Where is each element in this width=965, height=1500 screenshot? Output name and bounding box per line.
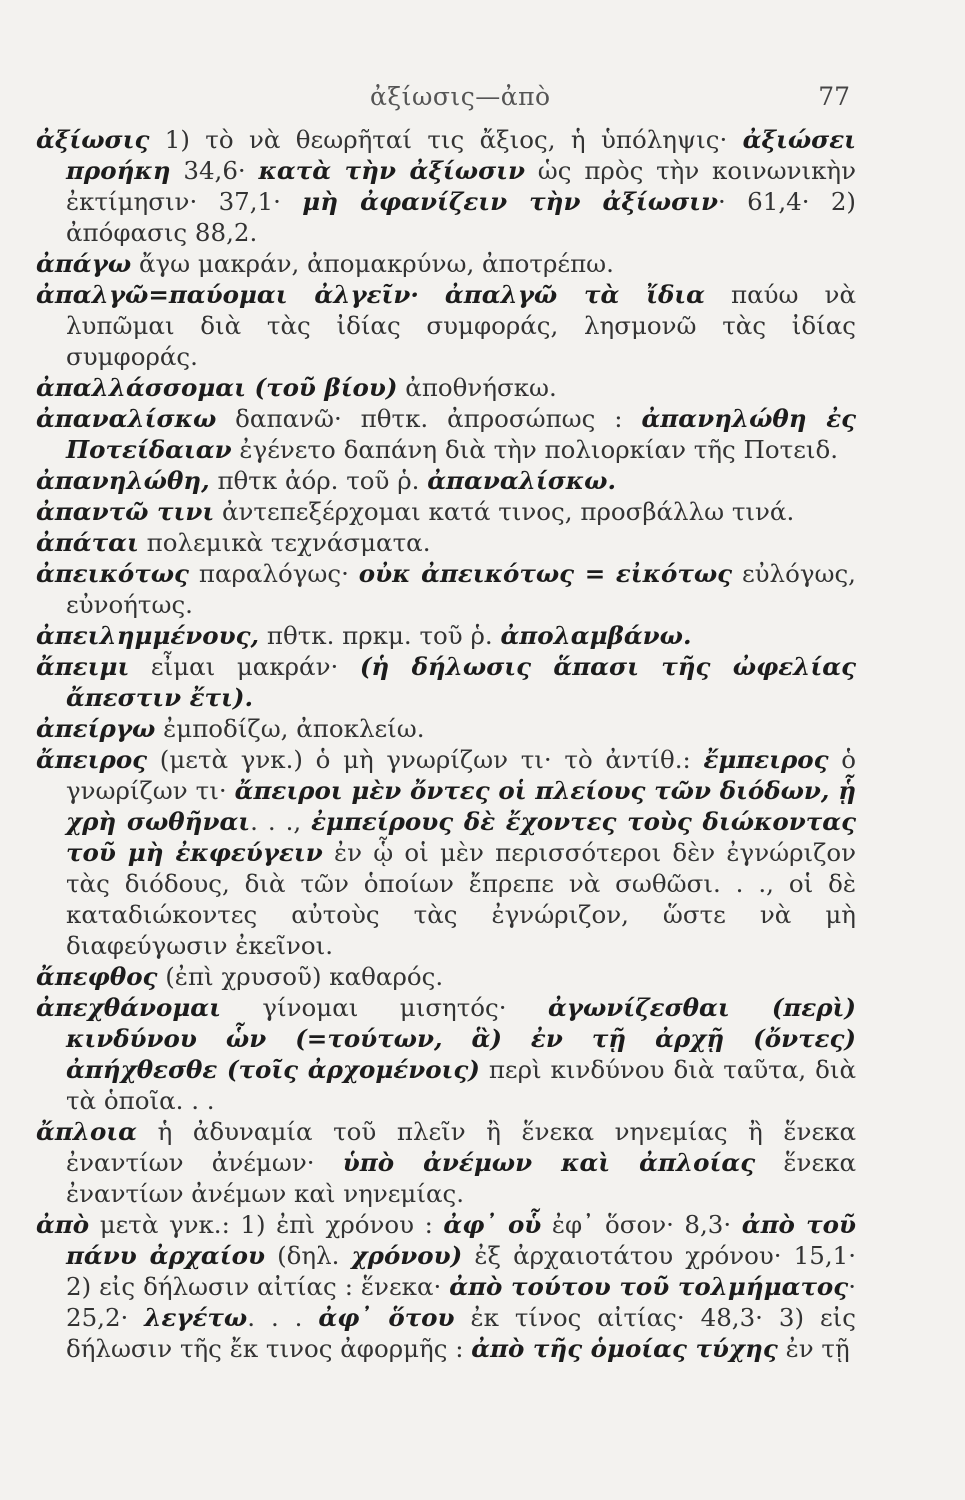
quoted-phrase: ἐμπείρους δὲ ἔχοντες τοὺς διώκοντας τοῦ μὴ ἐκφεύγειν	[66, 807, 856, 867]
definition-text: δαπανῶ· πθτκ. ἀπροσώπως :	[216, 404, 642, 433]
entry-headword: ἀπειλημμένους,	[36, 621, 260, 650]
dictionary-entry	[36, 558, 856, 620]
definition-text: ἄγω μακράν, ἀπομακρύνω, ἀποτρέπω.	[131, 249, 614, 278]
definition-text: παραλόγως·	[188, 559, 359, 588]
definition-text: γίνομαι μισητός·	[220, 993, 548, 1022]
entry-headword: ἀπάται	[36, 528, 139, 557]
definition-text: ἐν ᾧ οἱ μὲν περισσότεροι δὲν ἐγνώριζον τὰς διόδους, διὰ τῶν ὁποίων ἔπρεπε νὰ σωθῶσι. . ., οἱ δὲ καταδιώκοντες αὐτοὺς τὰς ἐγνώριζον, ὥστε νὰ μὴ διαφεύγωσιν ἐκεῖνοι.	[66, 838, 856, 960]
entry-headword: ἀπὸ	[36, 1210, 90, 1239]
quoted-phrase: ἀπὸ τῆς ὁμοίας τύχης	[471, 1334, 778, 1363]
entry-headword: ἄπλοια	[36, 1117, 138, 1146]
quoted-phrase: ἀπαλγῶ τὰ ἴδια	[444, 280, 705, 309]
definition-text: εἶμαι μακράν·	[129, 652, 360, 681]
entry-headword: ἀπαλλάσσομαι (τοῦ βίου)	[36, 373, 398, 402]
definition-text: ὁ γνωρίζων τι·	[66, 745, 856, 805]
definition-text: ἡ ἀδυναμία τοῦ πλεῖν ἢ ἕνεκα νηνεμίας ἢ ἕνεκα ἐναντίων ἀνέμων·	[66, 1117, 856, 1177]
quoted-phrase: ἄπειροι μὲν ὄντες οἱ πλείους τῶν διόδων, ᾗ χρὴ σωθῆναι	[66, 776, 857, 836]
dictionary-entry	[36, 124, 856, 248]
quoted-phrase: ἀξιώσει προήκη	[66, 125, 856, 185]
dictionary-entry	[36, 713, 856, 744]
definition-text: ἐμποδίζω, ἀποκλείω.	[155, 714, 425, 743]
definition-text: ἐκ τίνος αἰτίας· 48,3· 3) εἰς δήλωσιν τῆς ἔκ τινος ἀφορμῆς :	[66, 1303, 856, 1363]
definition-text: · 25,2·	[66, 1272, 856, 1332]
entry-headword: ἀξίωσις	[36, 125, 150, 154]
definition-text: εὐλόγως, εὐνοήτως.	[66, 559, 856, 619]
dictionary-entry	[36, 527, 856, 558]
quoted-phrase: ἀγωνίζεσθαι (περὶ) κινδύνου ὧν (=τούτων, ἃ) ἐν τῇ ἀρχῇ (ὄντες) ἀπήχθεσθε (τοῖς ἀρχομένοις)	[66, 993, 856, 1084]
dictionary-entry	[36, 1116, 856, 1209]
quoted-phrase: οὐκ ἀπεικότως = εἰκότως	[358, 559, 733, 588]
definition-text: πθτκ ἀόρ. τοῦ ῥ.	[209, 466, 428, 495]
dictionary-entry	[36, 465, 856, 496]
quoted-phrase: ἀπὸ τούτου τοῦ τολμήματος	[449, 1272, 849, 1301]
quoted-phrase: (ἡ δήλωσις ἅπασι τῆς ὠφελίας ἄπεστιν ἔτι).	[66, 652, 856, 712]
dictionary-entry	[36, 992, 856, 1116]
entry-headword: ἀπαλγῶ=παύομαι ἀλγεῖν·	[36, 280, 419, 309]
quoted-phrase: ἀπολαμβάνω.	[500, 621, 692, 650]
dictionary-entry	[36, 248, 856, 279]
entry-headword: ἀπεικότως	[36, 559, 189, 588]
quoted-phrase: ἀπαναλίσκω.	[427, 466, 617, 495]
quoted-phrase: μὴ ἀφανίζειν τὴν ἀξίωσιν	[302, 187, 719, 216]
entry-headword: ἀπείργω	[36, 714, 156, 743]
entry-headword: ἄπεφθος	[36, 962, 158, 991]
dictionary-entry	[36, 961, 856, 992]
definition-text: ἀντεπεξέρχομαι κατά τινος, προσβάλλω τινά.	[214, 497, 795, 526]
entry-headword: ἀπαντῶ τινι	[36, 497, 215, 526]
definition-text: μετὰ γνκ.: 1) ἐπὶ χρόνου :	[89, 1210, 444, 1239]
definition-text: (μετὰ γνκ.) ὁ μὴ γνωρίζων τι· τὸ ἀντίθ.:	[147, 745, 704, 774]
definition-text: 1) τὸ νὰ θεωρῆταί τις ἄξιος, ἡ ὑπόληψις·	[149, 125, 743, 154]
quoted-phrase: ὑπὸ ἀνέμων καὶ ἀπλοίας	[342, 1148, 756, 1177]
definition-text: πολεμικὰ τεχνάσματα.	[138, 528, 431, 557]
quoted-phrase: ἔμπειρος	[703, 745, 829, 774]
dictionary-entry	[36, 496, 856, 527]
quoted-phrase: ἀφ᾽ οὗ	[443, 1210, 542, 1239]
quoted-phrase: λεγέτω	[144, 1303, 248, 1332]
quoted-phrase: κατὰ τὴν ἀξίωσιν	[258, 156, 525, 185]
entry-list	[36, 124, 856, 1364]
definition-text: παύω νὰ λυπῶμαι διὰ τὰς ἰδίας συμφοράς, λησμονῶ τὰς ἰδίας συμφοράς.	[66, 280, 856, 371]
definition-text: περὶ κινδύνου διὰ ταῦτα, διὰ τὰ ὁποῖα. . .	[66, 1055, 856, 1115]
definition-text: . . .,	[250, 807, 312, 836]
quoted-phrase: χρόνου)	[351, 1241, 463, 1270]
dictionary-entry	[36, 403, 856, 465]
entry-headword: ἀπανηλώθη,	[36, 466, 210, 495]
definition-text: ἐγένετο δαπάνη διὰ τὴν πολιορκίαν τῆς Ποτειδ.	[231, 435, 839, 464]
definition-text: · 61,4· 2) ἀπόφασις 88,2.	[66, 187, 856, 247]
dictionary-entry	[36, 279, 856, 372]
entry-headword: ἄπειρος	[36, 745, 148, 774]
running-title: ἀξίωσις—ἀπὸ	[370, 82, 551, 111]
dictionary-entry	[36, 620, 856, 651]
dictionary-entry	[36, 744, 856, 961]
entry-headword: ἀπαναλίσκω	[36, 404, 217, 433]
definition-text: πθτκ. πρκμ. τοῦ ῥ.	[259, 621, 501, 650]
definition-text: ὡς πρὸς τὴν κοινωνικὴν ἐκτίμησιν· 37,1·	[66, 156, 856, 216]
definition-text: ἐν τῇ	[777, 1334, 850, 1363]
entry-headword: ἀπεχθάνομαι	[36, 993, 221, 1022]
dictionary-entry	[36, 651, 856, 713]
definition-text: (ἐπὶ χρυσοῦ) καθαρός.	[157, 962, 444, 991]
definition-text	[419, 280, 445, 309]
definition-text: ἕνεκα ἐναντίων ἀνέμων καὶ νηνεμίας.	[66, 1148, 856, 1208]
running-head	[0, 82, 965, 116]
definition-text: (δηλ.	[264, 1241, 352, 1270]
entry-headword: ἀπάγω	[36, 249, 132, 278]
definition-text: ἐφ᾽ ὅσον· 8,3·	[541, 1210, 742, 1239]
quoted-phrase: ἀπὸ τοῦ πάνυ ἀρχαίου	[66, 1210, 856, 1270]
quoted-phrase: ἀπανηλώθη ἐς Ποτείδαιαν	[66, 404, 856, 464]
dictionary-entry	[36, 372, 856, 403]
dictionary-entry	[36, 1209, 856, 1364]
entry-headword: ἄπειμι	[36, 652, 130, 681]
definition-text: . . .	[247, 1303, 319, 1332]
quoted-phrase: ἀφ᾽ ὅτου	[318, 1303, 455, 1332]
definition-text: ἐξ ἀρχαιοτάτου χρόνου· 15,1· 2) εἰς δήλωσιν αἰτίας : ἕνεκα·	[66, 1241, 857, 1301]
definition-text: ἀποθνήσκω.	[397, 373, 557, 402]
definition-text: 34,6·	[170, 156, 259, 185]
page-number: 77	[818, 82, 850, 111]
